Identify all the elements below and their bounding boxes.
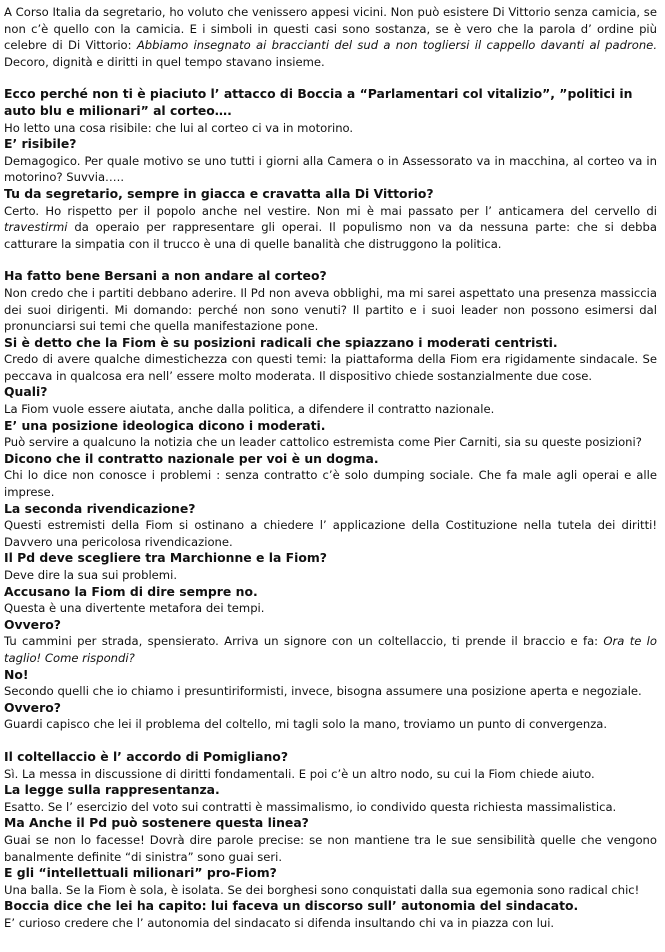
text-segment: La Fiom vuole essere aiutata, anche dalla politica, a difendere il contratto nazionale. — [4, 402, 495, 417]
interview-question: Ovvero? — [4, 699, 61, 715]
answer-paragraph — [4, 799, 657, 816]
text-segment: Ho letto una cosa risibile: che lui al corteo ci va in motorino. — [4, 120, 354, 135]
answer-paragraph — [4, 467, 657, 500]
text-segment: Secondo quelli che io chiamo i presuntiriformisti, invece, bisogna assumere una posizione aperta e negoziale. — [4, 684, 642, 699]
text-segment: Demagogico. Per quale motivo se uno tutti i giorni alla Camera o in Assessorato va in macchina, al corteo va in motorino? Suvvia….. — [4, 153, 657, 185]
answer-paragraph — [4, 600, 657, 617]
interview-question: Accusano la Fiom di dire sempre no. — [4, 583, 258, 599]
interview-question: La seconda rivendicazione? — [4, 500, 196, 516]
answer-paragraph — [4, 351, 657, 384]
answer-paragraph — [4, 683, 657, 700]
text-segment: Può servire a qualcuno la notizia che un leader cattolico estremista come Pier Carniti, sia su queste posizioni? — [4, 435, 642, 450]
answer-paragraph — [4, 567, 657, 584]
text-segment: Decoro, dignità e diritti in quel tempo stavano insieme. — [4, 54, 325, 69]
text-segment: Sì. La messa in discussione di diritti fondamentali. E poi c’è un altro nodo, su cui la Fiom chiede aiuto. — [4, 766, 595, 781]
answer-paragraph — [4, 633, 657, 666]
interview-question: Dicono che il contratto nazionale per voi è un dogma. — [4, 450, 379, 466]
interview-question: Ecco perché non ti è piaciuto l’ attacco di Boccia a “Parlamentari col vitalizio”, ”politici in auto blu e milionari” al corteo…. — [4, 86, 633, 118]
italic-quote: travestirmi — [4, 220, 68, 235]
paragraph-gap — [4, 733, 657, 749]
italic-quote: Ora te lo taglio! Come rispondi? — [4, 634, 657, 665]
interview-question: Il Pd deve scegliere tra Marchionne e la Fiom? — [4, 550, 327, 566]
text-segment: Non credo che i partiti debbano aderire. Il Pd non aveva obblighi, ma mi sarei aspettato una presenza massiccia dei suoi dirigenti. Mi domando: perché non sono venuti? Il partito e i suoi leader non possono esimersi dal pronunciarsi sui temi che quella manifestazione pone. — [4, 285, 657, 334]
answer-paragraph — [4, 401, 657, 418]
italic-quote: Abbiamo insegnato ai braccianti del sud a non togliersi il cappello davanti al padrone. — [136, 38, 657, 53]
interview-question: Ha fatto bene Bersani a non andare al corteo? — [4, 268, 327, 284]
answer-paragraph — [4, 517, 657, 550]
text-segment: Chi lo dice non conosce i problemi : senza contratto c’è solo dumping sociale. Che fa male agli operai e alle imprese. — [4, 468, 657, 500]
interview-question: Tu da segretario, sempre in giacca e cravatta alla Di Vittorio? — [4, 185, 434, 201]
interview-question: Quali? — [4, 384, 48, 400]
answer-paragraph — [4, 4, 657, 70]
interview-question: Ma Anche il Pd può sostenere questa linea? — [4, 815, 309, 831]
interview-question: Il coltellaccio è l’ accordo di Pomigliano? — [4, 748, 289, 764]
text-segment: Credo di avere qualche dimestichezza con questi temi: la piattaforma della Fiom era rigidamente sindacale. Se peccava in qualcosa era nell’ essere molto moderata. Il dispositivo chiede sostanzialmente due cose. — [4, 352, 657, 383]
text-segment: A Corso Italia da segretario, ho voluto che venissero appesi vicini. Non può esistere Di Vittorio senza camicia, se non c’è quello con la camicia. E i simboli in questi casi sono sostanza, se è vero che la parola d’ ordine più celebre di Di Vittorio: — [4, 5, 657, 53]
answer-paragraph — [4, 434, 657, 451]
text-segment: Tu cammini per strada, spensierato. Arriva un signore con un coltellaccio, ti prende il braccio e fa: — [4, 634, 604, 649]
interview-question: E’ una posizione ideologica dicono i moderati. — [4, 417, 326, 433]
paragraph-gap — [4, 70, 657, 86]
interview-question: No! — [4, 666, 29, 682]
answer-paragraph — [4, 203, 657, 253]
answer-paragraph — [4, 120, 657, 137]
answer-paragraph — [4, 832, 657, 865]
text-segment: E’ curioso credere che l’ autonomia del sindacato si difenda insultando chi va in piazza con lui. — [4, 915, 555, 930]
text-segment: Guai se non lo facesse! Dovrà dire parole precise: se non mantiene tra le sue sensibilità quelle che vengono banalmente definite “di sinistra” sono guai seri. — [4, 832, 657, 864]
interview-question: E’ risibile? — [4, 136, 77, 152]
interview-question: E gli “intellettuali milionari” pro-Fiom? — [4, 865, 277, 881]
text-segment: Guardi capisco che lei il problema del coltello, mi tagli solo la mano, troviamo un punto di convergenza. — [4, 717, 608, 732]
answer-paragraph — [4, 153, 657, 186]
answer-paragraph — [4, 915, 657, 932]
interview-question: Boccia dice che lei ha capito: lui faceva un discorso sull’ autonomia del sindacato. — [4, 898, 579, 914]
answer-paragraph — [4, 285, 657, 335]
interview-question: Si è detto che la Fiom è su posizioni radicali che spiazzano i moderati centristi. — [4, 334, 558, 350]
text-segment: Esatto. Se l’ esercizio del voto sui contratti è massimalismo, io condivido questa richiesta massimalistica. — [4, 799, 617, 814]
text-segment: Deve dire la sua sui problemi. — [4, 568, 178, 582]
answer-paragraph — [4, 716, 657, 733]
paragraph-gap — [4, 252, 657, 268]
answer-paragraph — [4, 766, 657, 783]
text-segment: Questi estremisti della Fiom si ostinano a chiedere l’ applicazione della Costituzione nella tutela dei diritti! Davvero una pericolosa rivendicazione. — [4, 518, 657, 549]
interview-question: Ovvero? — [4, 616, 61, 632]
answer-paragraph — [4, 882, 657, 899]
text-segment: da operaio per rappresentare gli operai. Il populismo non va da nessuna parte: che si debba catturare la simpatia con il trucco è una di quelle banalità che distruggono la politica. — [4, 220, 657, 251]
text-segment: Certo. Ho rispetto per il popolo anche nel vestire. Non mi è mai passato per l’ anticamera del cervello di — [4, 203, 657, 218]
text-segment: Questa è una divertente metafora dei tempi. — [4, 601, 265, 616]
interview-question: La legge sulla rappresentanza. — [4, 782, 220, 798]
text-segment: Una balla. Se la Fiom è sola, è isolata. Se dei borghesi sono conquistati dalla sua egemonia sono radical chic! — [4, 882, 640, 897]
